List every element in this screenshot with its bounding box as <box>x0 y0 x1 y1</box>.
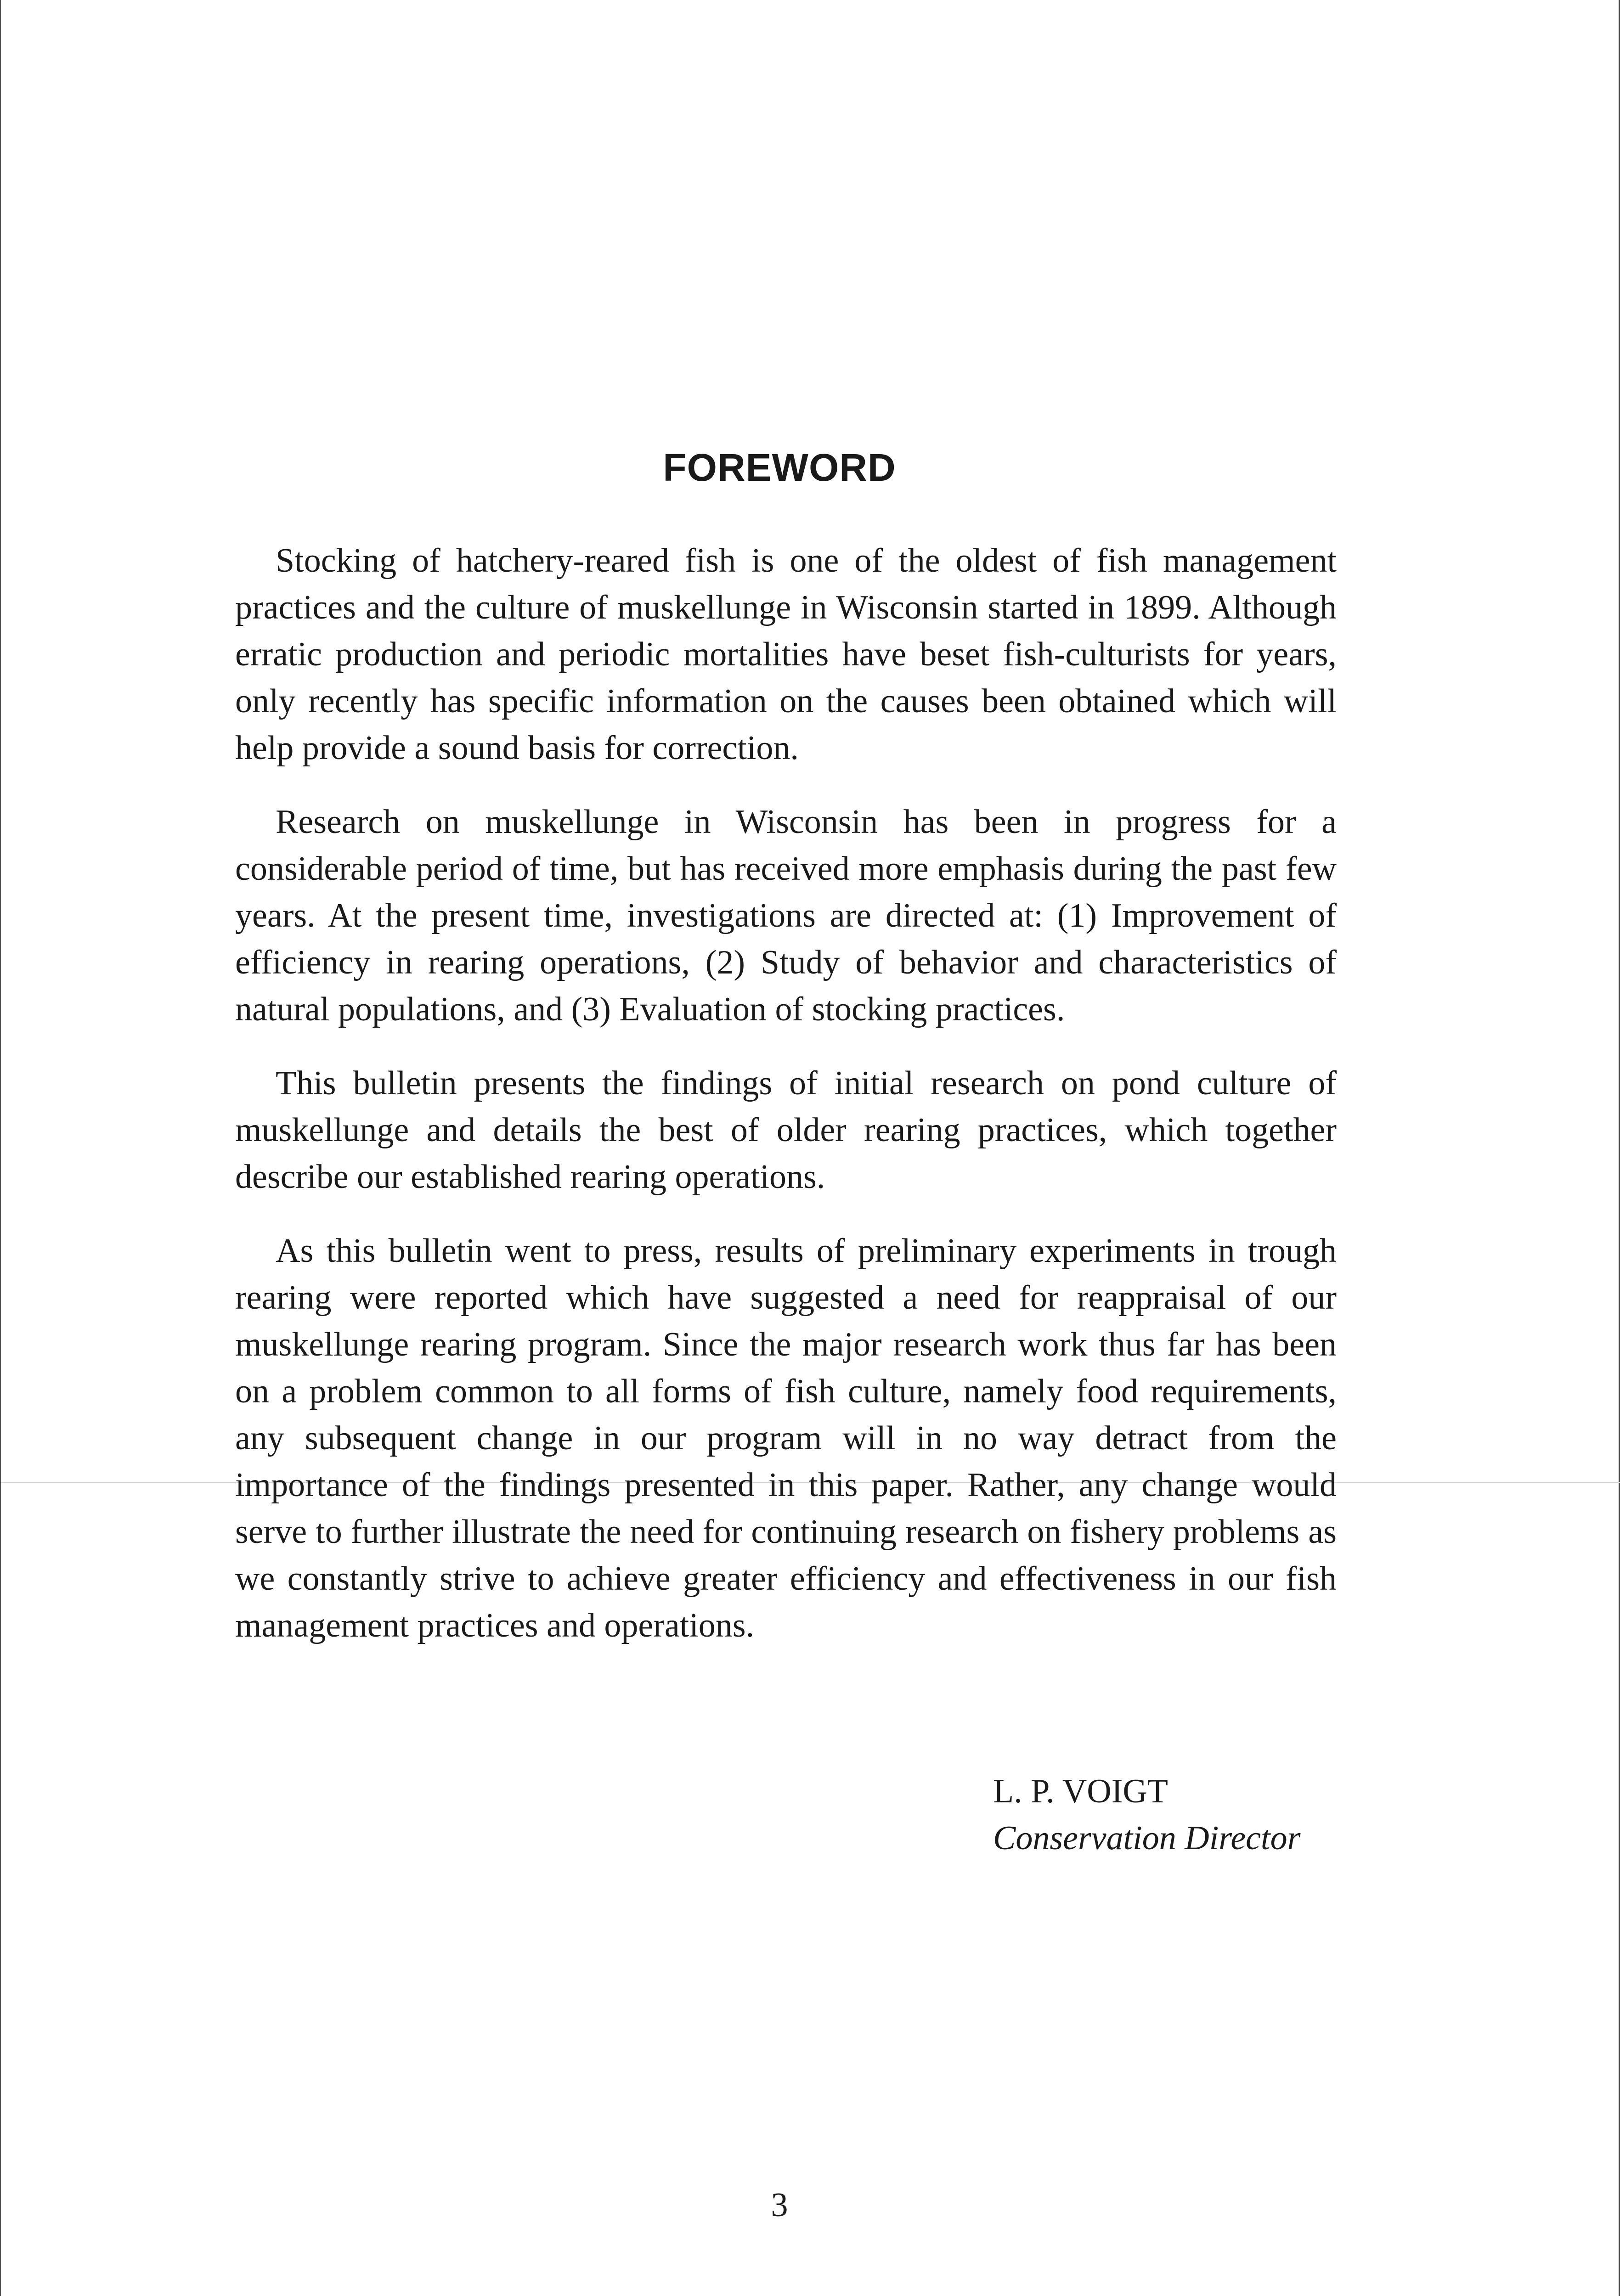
signatory-name: L. P. VOIGT <box>993 1773 1168 1810</box>
page-number: 3 <box>771 2186 788 2224</box>
paragraph-2: Research on muskellunge in Wisconsin has been in progress for a considerable period of time, but has received more emphasis during the past few years. At the present time, investigations are directed at: (1) Improvement of efficiency in rearing operations, (2) Study of behavior and characteristics of natural populations, and (3) Evaluation of stocking practices. <box>235 803 1337 1028</box>
page-title: FOREWORD <box>663 446 896 489</box>
paragraph-3: This bulletin presents the findings of initial research on pond culture of muskellunge and details the best of older rearing practices, which together describe our established rearing operations. <box>235 1064 1337 1196</box>
paragraph-4: As this bulletin went to press, results of preliminary experiments in trough rearing were reported which have suggested a need for reappraisal of our muskellunge rearing program. Since the major research work thus far has been on a problem common to all forms of fish culture, namely food requirements, any subsequent change in our program will in no way detract from the importance of the findings presented in this paper. Rather, any change would serve to further illustrate the need for continuing research on fishery problems as we constantly strive to achieve greater efficiency and effectiveness in our fish management practices and operations. <box>235 1232 1337 1644</box>
signature-block <box>993 1768 1342 1862</box>
foreword-body <box>235 537 1337 1676</box>
paragraph-1: Stocking of hatchery-reared fish is one of the oldest of fish management practices and the culture of muskellunge in Wisconsin started in 1899. Although erratic production and periodic mortalities have beset fish-culturists for years, only recently has specific information on the causes been obtained which will help provide a sound basis for correction. <box>235 542 1337 767</box>
signatory-title: Conservation Director <box>993 1819 1301 1857</box>
